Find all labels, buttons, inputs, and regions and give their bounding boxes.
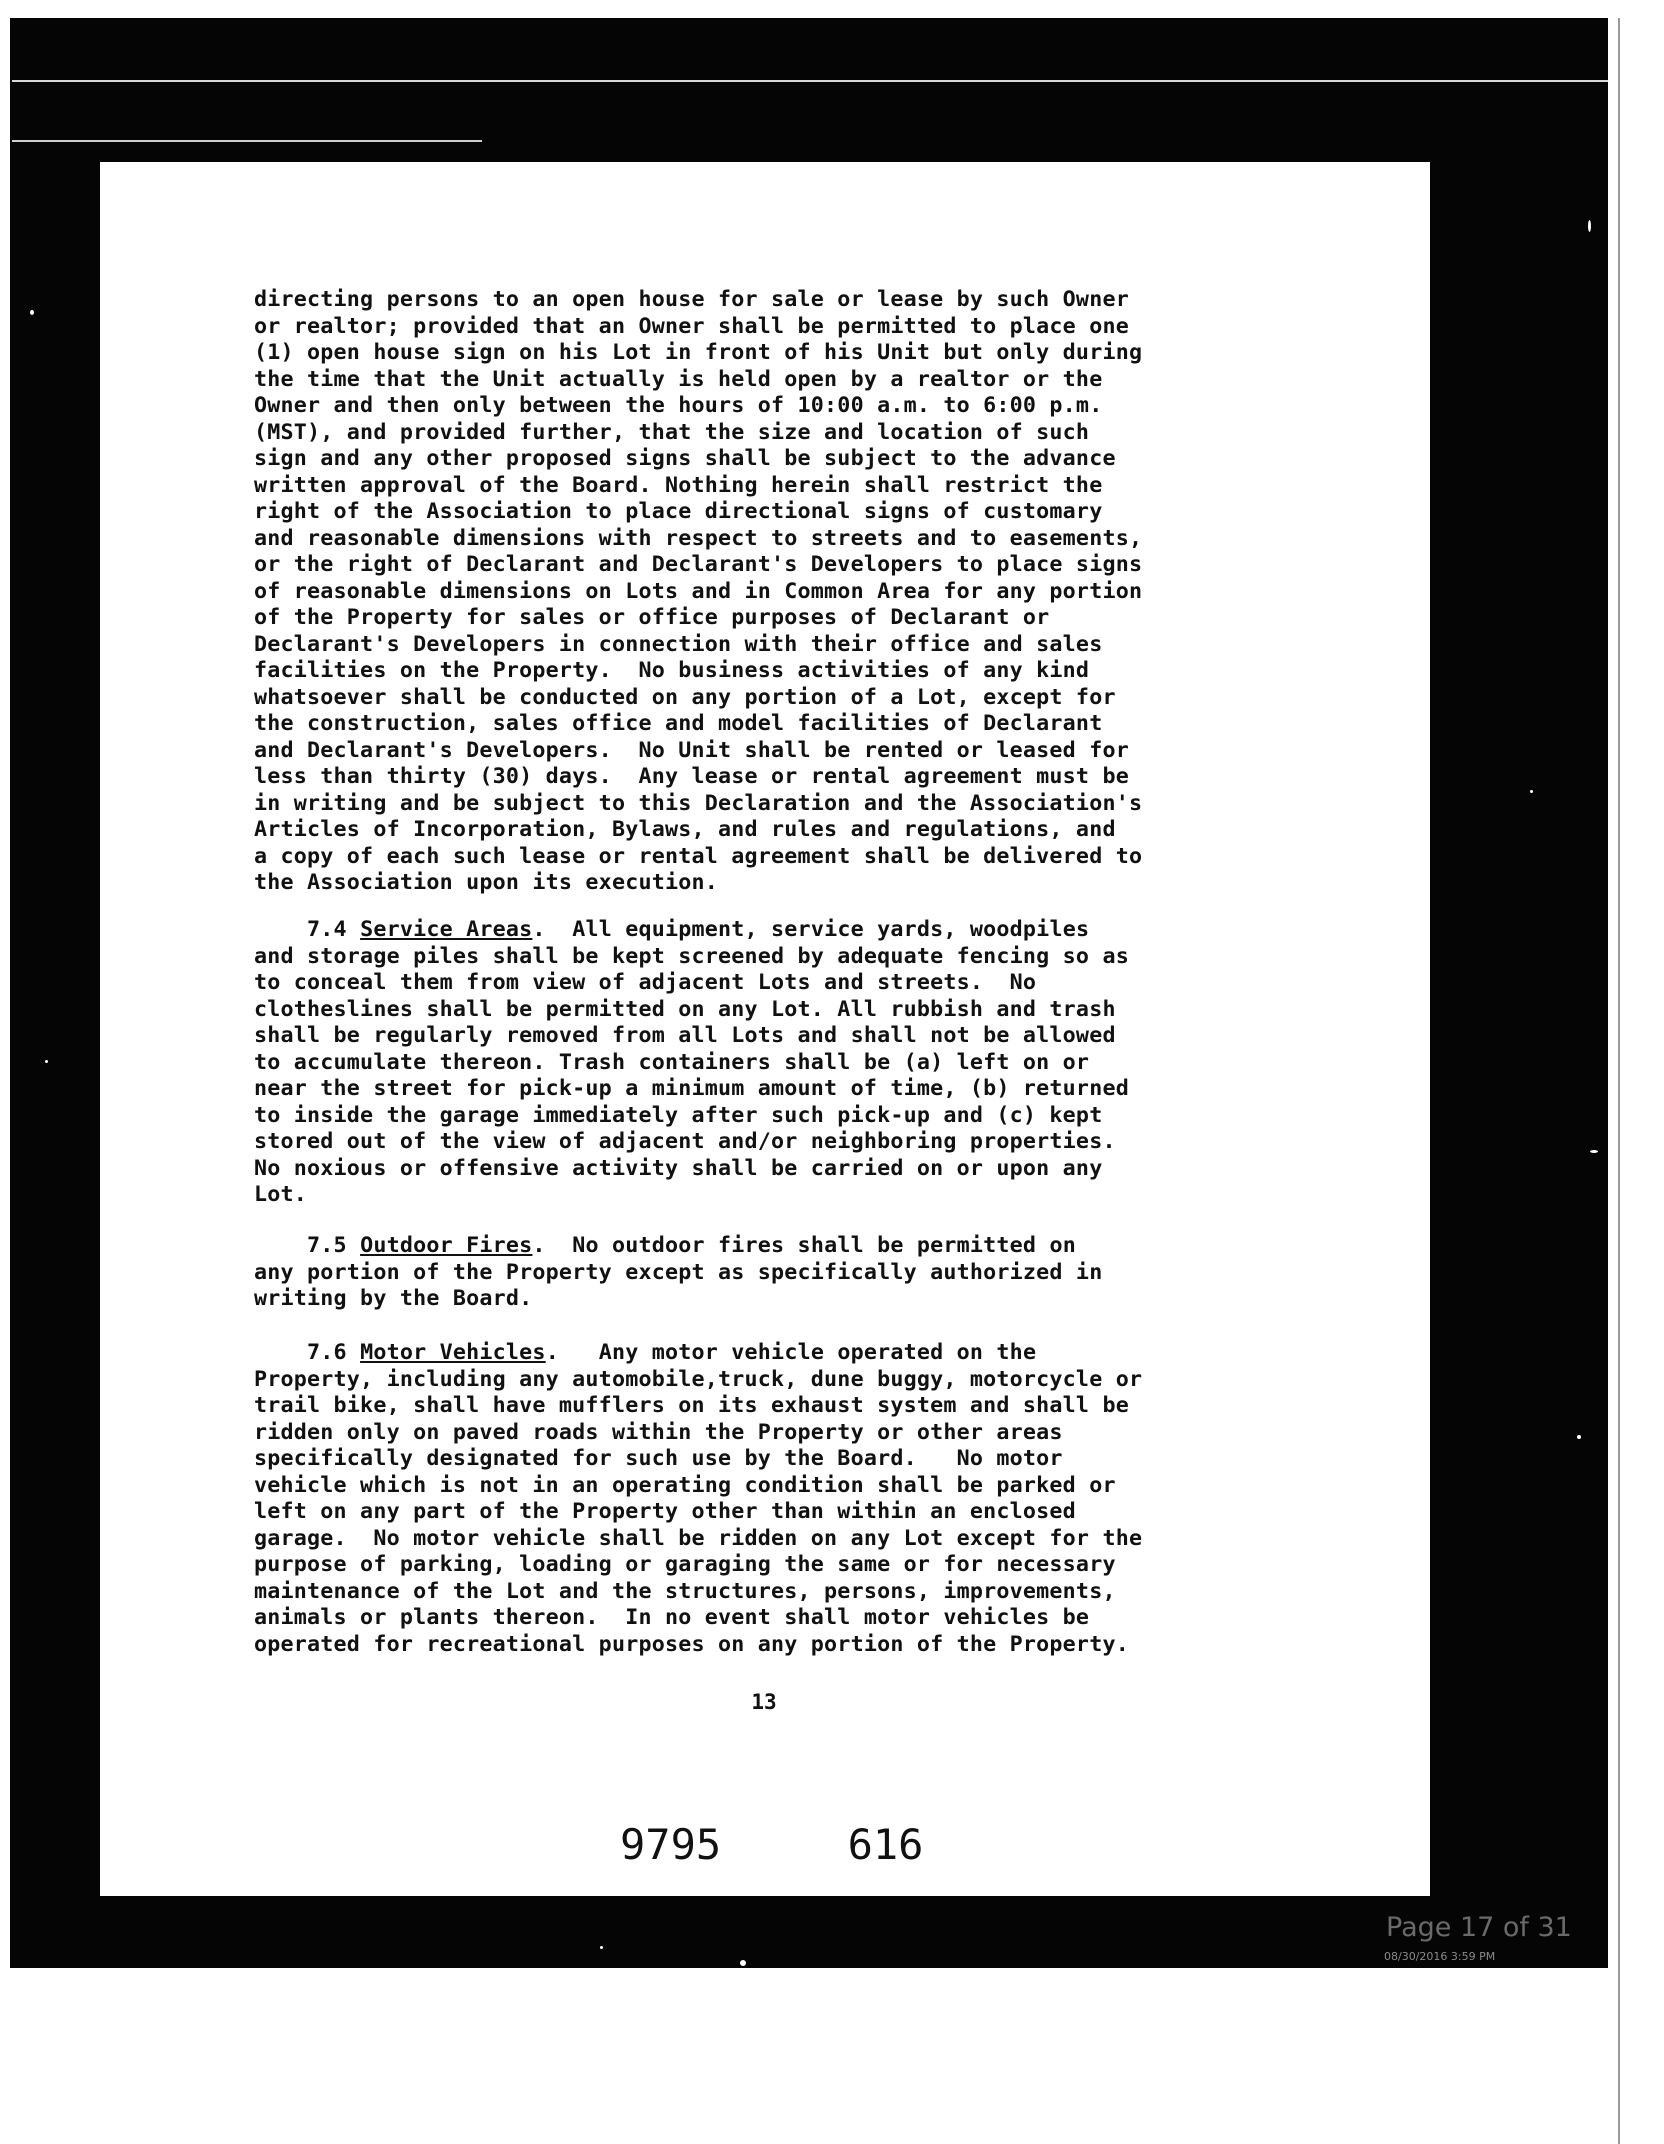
text-line: the construction, sales office and model facilities of Declarant bbox=[254, 711, 1103, 736]
text-line: clotheslines shall be permitted on any Lot. All rubbish and trash bbox=[254, 996, 1116, 1022]
text-line: maintenance of the Lot and the structures, persons, improvements, bbox=[254, 1578, 1116, 1604]
text-line: vehicle which is not in an operating condition shall be parked or bbox=[254, 1472, 1116, 1498]
text-line: and storage piles shall be kept screened by adequate fencing so as bbox=[254, 943, 1129, 969]
section-outdoor-fires bbox=[254, 1233, 1278, 1313]
text-line: a copy of each such lease or rental agreement shall be delivered to bbox=[254, 843, 1143, 869]
text-line: stored out of the view of adjacent and/or neighboring properties. bbox=[254, 1129, 1116, 1154]
section-number: 7.5 bbox=[307, 1233, 347, 1258]
text-line: writing by the Board. bbox=[254, 1286, 533, 1311]
text-line: ridden only on paved roads within the Property or other areas bbox=[254, 1419, 1063, 1445]
section-first-line: . All equipment, service yards, woodpiles bbox=[532, 917, 1090, 942]
text-line: No noxious or offensive activity shall be carried on or upon any bbox=[254, 1155, 1103, 1181]
scan-speck bbox=[600, 1946, 603, 1949]
scan-speck bbox=[1530, 790, 1533, 793]
viewer-timestamp: 08/30/2016 3:59 PM bbox=[1384, 1950, 1496, 1963]
text-line: and Declarant's Developers. No Unit shall be rented or leased for bbox=[254, 737, 1129, 763]
text-line: Lot. bbox=[254, 1182, 308, 1207]
section-number: 7.4 bbox=[307, 917, 347, 942]
section-service-areas bbox=[254, 917, 1278, 1209]
text-line: to inside the garage immediately after such pick-up and (c) kept bbox=[254, 1102, 1103, 1128]
page-number: 13 bbox=[751, 1690, 777, 1714]
text-line: animals or plants thereon. In no event shall motor vehicles be bbox=[254, 1605, 1090, 1630]
text-line: the time that the Unit actually is held open by a realtor or the bbox=[254, 366, 1103, 392]
text-line: purpose of parking, loading or garaging the same or for necessary bbox=[254, 1552, 1116, 1577]
recording-page: 616 bbox=[847, 1820, 924, 1869]
section-number: 7.6 bbox=[307, 1340, 347, 1365]
text-line: facilities on the Property. No business activities of any kind bbox=[254, 658, 1090, 683]
section-first-line: . No outdoor fires shall be permitted on bbox=[532, 1233, 1076, 1258]
text-line: whatsoever shall be conducted on any portion of a Lot, except for bbox=[254, 684, 1116, 710]
text-line: (MST), and provided further, that the size and location of such bbox=[254, 419, 1090, 445]
section-heading: Outdoor Fires bbox=[360, 1233, 533, 1258]
text-line: or realtor; provided that an Owner shall be permitted to place one bbox=[254, 313, 1129, 339]
text-line: left on any part of the Property other than within an enclosed bbox=[254, 1499, 1076, 1524]
scan-header-rule-short bbox=[12, 140, 482, 142]
text-line: (1) open house sign on his Lot in front of his Unit but only during bbox=[254, 340, 1143, 365]
text-line: near the street for pick-up a minimum amount of time, (b) returned bbox=[254, 1076, 1129, 1101]
text-line: in writing and be subject to this Declaration and the Association's bbox=[254, 790, 1143, 816]
scan-header-rule bbox=[12, 80, 1608, 82]
scan-speck bbox=[45, 1060, 48, 1063]
recording-stamp bbox=[620, 1820, 924, 1869]
text-line: written approval of the Board. Nothing herein shall restrict the bbox=[254, 472, 1103, 498]
scan-speck bbox=[1577, 1435, 1581, 1439]
text-line: right of the Association to place directional signs of customary bbox=[254, 499, 1103, 524]
text-line: operated for recreational purposes on any portion of the Property. bbox=[254, 1631, 1129, 1657]
text-line: shall be regularly removed from all Lots and shall not be allowed bbox=[254, 1023, 1116, 1048]
text-line: Property, including any automobile,truck, dune buggy, motorcycle or bbox=[254, 1366, 1143, 1392]
text-line: Articles of Incorporation, Bylaws, and rules and regulations, and bbox=[254, 817, 1116, 842]
text-line: to accumulate thereon. Trash containers shall be (a) left on or bbox=[254, 1049, 1090, 1075]
recording-book: 9795 bbox=[620, 1820, 722, 1869]
scan-right-edge-line bbox=[1618, 18, 1620, 2144]
text-line: and reasonable dimensions with respect to streets and to easements, bbox=[254, 525, 1143, 551]
paragraph-continuation bbox=[254, 287, 1278, 897]
text-line: specifically designated for such use by the Board. No motor bbox=[254, 1446, 1063, 1471]
text-line: the Association upon its execution. bbox=[254, 870, 718, 895]
text-line: trail bike, shall have mufflers on its exhaust system and shall be bbox=[254, 1393, 1129, 1418]
text-line: less than thirty (30) days. Any lease or rental agreement must be bbox=[254, 764, 1129, 789]
scan-speck bbox=[30, 310, 34, 315]
text-line: any portion of the Property except as specifically authorized in bbox=[254, 1259, 1103, 1285]
section-motor-vehicles bbox=[254, 1340, 1278, 1658]
section-heading: Service Areas bbox=[360, 917, 533, 942]
text-line: of reasonable dimensions on Lots and in Common Area for any portion bbox=[254, 578, 1143, 604]
scan-speck bbox=[740, 1960, 746, 1966]
text-line: Declarant's Developers in connection with their office and sales bbox=[254, 631, 1103, 657]
text-line: garage. No motor vehicle shall be ridden on any Lot except for the bbox=[254, 1525, 1143, 1551]
section-heading: Motor Vehicles bbox=[360, 1340, 546, 1365]
text-line: sign and any other proposed signs shall be subject to the advance bbox=[254, 446, 1116, 471]
text-line: of the Property for sales or office purposes of Declarant or bbox=[254, 605, 1050, 630]
text-line: directing persons to an open house for sale or lease by such Owner bbox=[254, 287, 1129, 312]
scan-speck bbox=[1590, 1150, 1598, 1153]
text-line: Owner and then only between the hours of 10:00 a.m. to 6:00 p.m. bbox=[254, 393, 1103, 418]
section-first-line: . Any motor vehicle operated on the bbox=[545, 1340, 1037, 1365]
scan-speck bbox=[1588, 220, 1591, 232]
text-line: or the right of Declarant and Declarant's Developers to place signs bbox=[254, 552, 1143, 577]
text-line: to conceal them from view of adjacent Lots and streets. No bbox=[254, 970, 1037, 995]
viewer-page-indicator: Page 17 of 31 bbox=[1386, 1912, 1572, 1943]
